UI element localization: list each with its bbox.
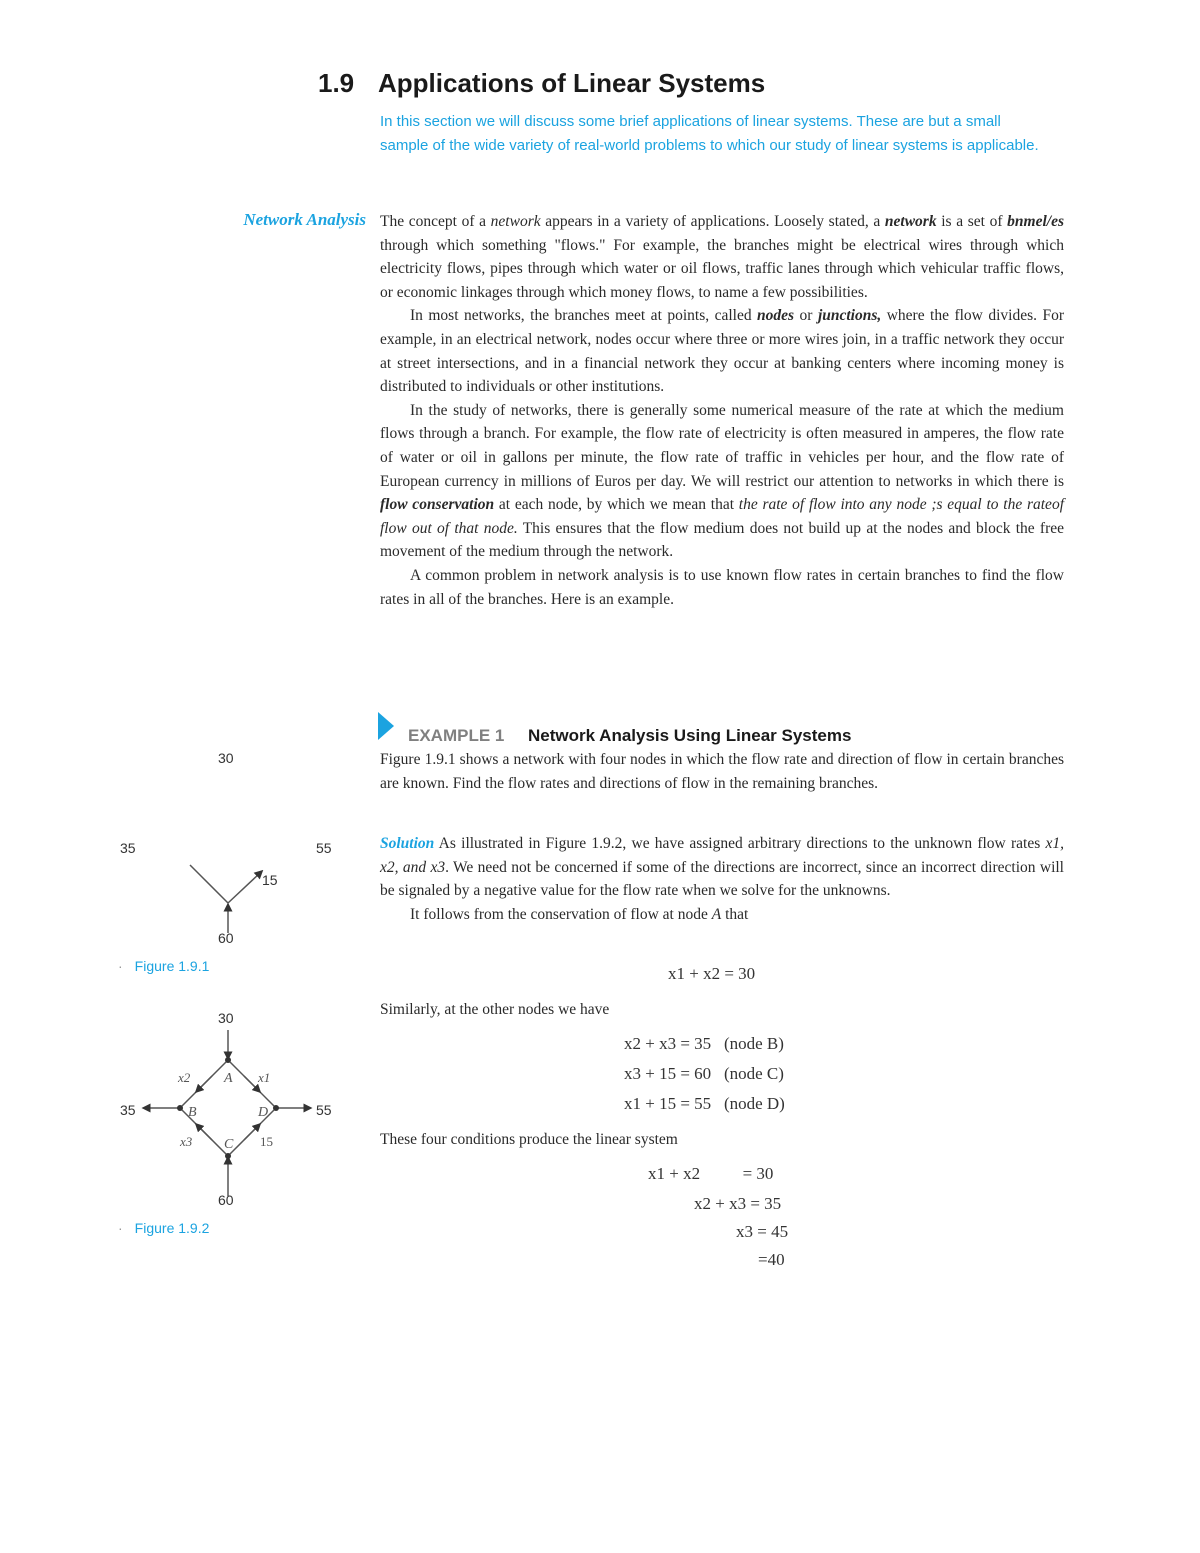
paragraph-3: In the study of networks, there is generally some numerical measure of the rate at which the medium flows through a branch. For example, the flow rate of electricity is often measured in amperes, the flow rate of water or oil in gallons per minute, the flow rate of traffic in vehicles per hour, and the flow rate of European currency in millions of Euros per day. We will restrict our attention to networks in which there is flow conservation at each node, by which we mean that the rate of flow into any node ;s equal to the rateof flow out of that node. This ensures that the flow medium does not build up at the nodes and block the free movement of the medium through the network.	[380, 401, 1064, 561]
fig2-node-c-label: C	[224, 1137, 234, 1152]
fig1-branch-label: 15	[262, 872, 278, 888]
figure-1-caption: · Figure 1.9.1	[118, 958, 210, 974]
fig1-left-label: 35	[120, 840, 136, 856]
example-arrow-icon	[378, 712, 394, 740]
fig1-branch-left	[190, 865, 228, 903]
paragraph-1: The concept of a network appears in a variety of applications. Loosely stated, a network is a set of bnmel/es through which something "flows." For example, the branches might be electrical wires through which electricity flows, pipes through which water or oil flows, traffic lanes through which vehicular traffic flows, or economic linkages through which money flows, to name a few possibilities.	[380, 213, 1064, 301]
fig2-right-label: 55	[316, 1102, 332, 1118]
fig2-x1-label: x1	[258, 1070, 271, 1085]
figure-1-diagram	[180, 855, 290, 935]
fig2-x2-label: x2	[178, 1070, 191, 1085]
system-row-2: x2 + x3 = 35	[694, 1194, 782, 1213]
section-intro: In this section we will discuss some brief applications of linear systems. These are but a small sample of the wide variety of real-world problems to which our study of linear systems is applicable.	[380, 113, 1039, 154]
system-row-3: x3 = 45	[736, 1222, 789, 1241]
fig1-right-label: 55	[316, 840, 332, 856]
fig2-left-label: 35	[120, 1102, 136, 1118]
equation-node-c: x3 + 15 = 60 (node C)	[624, 1064, 784, 1083]
fig1-top-label: 30	[218, 750, 234, 766]
fig2-arrow-15	[244, 1126, 258, 1140]
fig2-node-c-dot	[225, 1153, 231, 1159]
section-number: 1.9	[318, 68, 355, 98]
fig2-node-d-dot	[273, 1105, 279, 1111]
fig2-node-b-dot	[177, 1105, 183, 1111]
fig2-node-a-label: A	[224, 1071, 233, 1086]
caption-bullet: ·	[118, 958, 123, 974]
fig1-bottom-label: 60	[218, 930, 234, 946]
side-heading-network-analysis: Network Analysis	[243, 210, 366, 229]
fig2-top-label: 30	[218, 1010, 234, 1026]
solution-label: Solution	[380, 835, 435, 852]
paragraph-4: A common problem in network analysis is to use known flow rates in certain branches to find the flow rates in all of the branches. Here is an example.	[380, 566, 1064, 608]
system-row-4: =40	[758, 1250, 785, 1269]
fig2-arrow-x1	[244, 1076, 258, 1090]
fig1-branch-right	[228, 873, 260, 903]
equation-node-a: x1 + x2 = 30	[668, 964, 756, 983]
fig2-x3-label: x3	[180, 1134, 193, 1149]
example-statement: Figure 1.9.1 shows a network with four nodes in which the flow rate and direction of flow in certain branches are known. Find the flow rates and directions of flow in the remaining branches.	[380, 751, 1064, 792]
fig2-bottom-label: 60	[218, 1192, 234, 1208]
fig2-node-d-label: D	[258, 1105, 269, 1120]
equation-node-b: x2 + x3 = 35 (node B)	[624, 1034, 784, 1053]
similarly-text: Similarly, at the other nodes we have	[380, 1001, 610, 1018]
network-analysis-body	[380, 210, 1064, 611]
caption-bullet: ·	[118, 1220, 123, 1236]
example-title: Network Analysis Using Linear Systems	[528, 726, 852, 745]
example-label: EXAMPLE 1	[408, 726, 505, 745]
fig2-node-b-label: B	[188, 1105, 197, 1120]
equation-node-d: x1 + 15 = 55 (node D)	[624, 1094, 785, 1113]
fig2-arrow-x3	[198, 1126, 212, 1140]
fig2-arrow-x2	[198, 1076, 212, 1090]
example-solution: Solution As illustrated in Figure 1.9.2, we have assigned arbitrary directions to the unknown flow rates x1, x2, and x3. We need not be concerned if some of the directions are incorrect, since an incorrect direction will be signaled by a negative value for the flow rate when we solve for the unknowns. It follows from the conservation of flow at node A that	[380, 835, 1064, 923]
fig2-node-a-dot	[225, 1057, 231, 1063]
figure-2-diagram	[140, 1030, 320, 1200]
produce-text: These four conditions produce the linear system	[380, 1131, 678, 1148]
example-heading	[378, 712, 898, 752]
paragraph-2: In most networks, the branches meet at points, called nodes or junctions, where the flow divides. For example, in an electrical network, nodes occur where three or more wires join, in a traffic network they occur at street intersections, and in a financial network they occur at banking centers where incoming money is distributed to individuals or other institutions.	[380, 307, 1064, 396]
figure-2-caption: · Figure 1.9.2	[118, 1220, 210, 1236]
section-heading: Applications of Linear Systems	[378, 68, 766, 98]
section-title	[318, 68, 765, 99]
fig2-15-label: 15	[260, 1134, 273, 1149]
system-row-1: x1 + x2 = 30	[648, 1164, 774, 1183]
